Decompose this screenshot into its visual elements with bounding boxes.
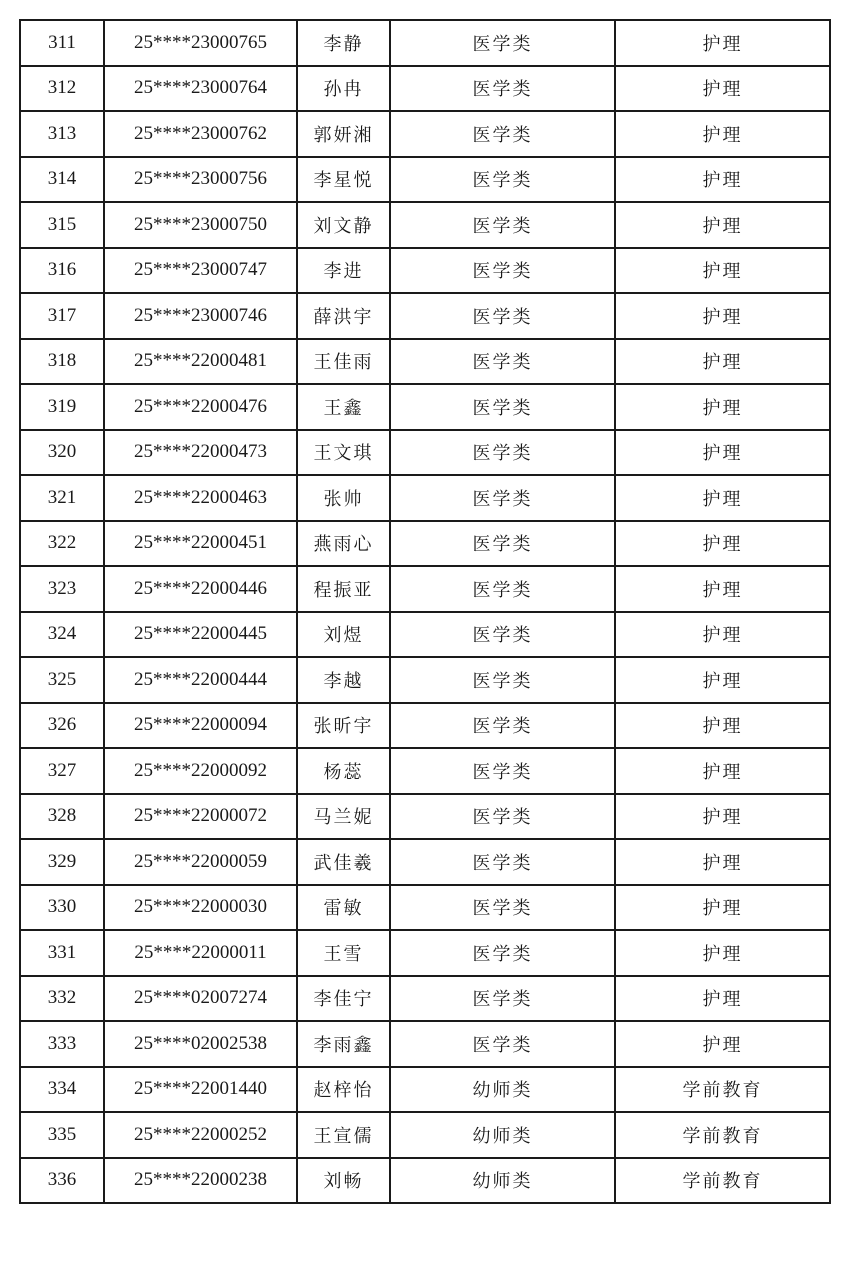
row-number-cell: 327 (20, 748, 104, 794)
exam-id-cell: 25****22000473 (104, 430, 297, 476)
row-number-cell: 325 (20, 657, 104, 703)
major-cell: 护理 (615, 293, 830, 339)
major-cell: 护理 (615, 248, 830, 294)
table-row (20, 248, 830, 294)
category-cell: 医学类 (390, 1021, 615, 1067)
student-name-cell: 程振亚 (297, 566, 390, 612)
row-number-cell: 333 (20, 1021, 104, 1067)
major-cell: 学前教育 (615, 1112, 830, 1158)
category-cell: 医学类 (390, 748, 615, 794)
major-cell: 护理 (615, 66, 830, 112)
student-name-cell: 赵梓怡 (297, 1067, 390, 1113)
category-cell: 医学类 (390, 521, 615, 567)
category-cell: 医学类 (390, 885, 615, 931)
exam-id-cell: 25****23000765 (104, 20, 297, 66)
student-name-cell: 王鑫 (297, 384, 390, 430)
exam-id-cell: 25****22000463 (104, 475, 297, 521)
row-number-cell: 334 (20, 1067, 104, 1113)
student-name-cell: 杨蕊 (297, 748, 390, 794)
table-row (20, 1158, 830, 1204)
exam-id-cell: 25****22000451 (104, 521, 297, 567)
table-row (20, 293, 830, 339)
major-cell: 学前教育 (615, 1158, 830, 1204)
major-cell: 护理 (615, 794, 830, 840)
student-name-cell: 薛洪宇 (297, 293, 390, 339)
major-cell: 护理 (615, 976, 830, 1022)
major-cell: 护理 (615, 566, 830, 612)
student-name-cell: 李星悦 (297, 157, 390, 203)
exam-id-cell: 25****22000476 (104, 384, 297, 430)
category-cell: 医学类 (390, 930, 615, 976)
student-name-cell: 李进 (297, 248, 390, 294)
major-cell: 护理 (615, 1021, 830, 1067)
row-number-cell: 314 (20, 157, 104, 203)
category-cell: 医学类 (390, 612, 615, 658)
exam-id-cell: 25****22000072 (104, 794, 297, 840)
table-row (20, 930, 830, 976)
category-cell: 医学类 (390, 157, 615, 203)
table-row (20, 703, 830, 749)
row-number-cell: 324 (20, 612, 104, 658)
major-cell: 护理 (615, 20, 830, 66)
student-name-cell: 李越 (297, 657, 390, 703)
student-name-cell: 雷敏 (297, 885, 390, 931)
exam-id-cell: 25****22000446 (104, 566, 297, 612)
exam-id-cell: 25****02007274 (104, 976, 297, 1022)
student-name-cell: 李静 (297, 20, 390, 66)
major-cell: 护理 (615, 885, 830, 931)
table-row (20, 794, 830, 840)
exam-id-cell: 25****22000481 (104, 339, 297, 385)
category-cell: 医学类 (390, 703, 615, 749)
table-row (20, 202, 830, 248)
major-cell: 护理 (615, 339, 830, 385)
exam-id-cell: 25****22000252 (104, 1112, 297, 1158)
major-cell: 护理 (615, 430, 830, 476)
admission-list-table-wrapper (19, 19, 829, 1204)
table-row (20, 111, 830, 157)
student-name-cell: 王雪 (297, 930, 390, 976)
table-row (20, 430, 830, 476)
exam-id-cell: 25****22000444 (104, 657, 297, 703)
major-cell: 学前教育 (615, 1067, 830, 1113)
row-number-cell: 326 (20, 703, 104, 749)
category-cell: 医学类 (390, 566, 615, 612)
exam-id-cell: 25****23000762 (104, 111, 297, 157)
table-row (20, 885, 830, 931)
student-name-cell: 王文琪 (297, 430, 390, 476)
student-name-cell: 武佳羲 (297, 839, 390, 885)
category-cell: 医学类 (390, 202, 615, 248)
row-number-cell: 312 (20, 66, 104, 112)
exam-id-cell: 25****22000059 (104, 839, 297, 885)
exam-id-cell: 25****23000756 (104, 157, 297, 203)
category-cell: 幼师类 (390, 1067, 615, 1113)
student-name-cell: 刘畅 (297, 1158, 390, 1204)
row-number-cell: 320 (20, 430, 104, 476)
row-number-cell: 332 (20, 976, 104, 1022)
category-cell: 医学类 (390, 66, 615, 112)
student-name-cell: 李佳宁 (297, 976, 390, 1022)
student-name-cell: 刘煜 (297, 612, 390, 658)
row-number-cell: 322 (20, 521, 104, 567)
major-cell: 护理 (615, 612, 830, 658)
row-number-cell: 330 (20, 885, 104, 931)
major-cell: 护理 (615, 111, 830, 157)
category-cell: 幼师类 (390, 1112, 615, 1158)
row-number-cell: 317 (20, 293, 104, 339)
student-name-cell: 李雨鑫 (297, 1021, 390, 1067)
table-row (20, 657, 830, 703)
major-cell: 护理 (615, 657, 830, 703)
table-row (20, 839, 830, 885)
row-number-cell: 336 (20, 1158, 104, 1204)
category-cell: 医学类 (390, 339, 615, 385)
category-cell: 医学类 (390, 248, 615, 294)
exam-id-cell: 25****23000746 (104, 293, 297, 339)
student-name-cell: 燕雨心 (297, 521, 390, 567)
category-cell: 医学类 (390, 20, 615, 66)
row-number-cell: 319 (20, 384, 104, 430)
category-cell: 医学类 (390, 384, 615, 430)
exam-id-cell: 25****22000238 (104, 1158, 297, 1204)
row-number-cell: 329 (20, 839, 104, 885)
table-body (20, 20, 830, 1203)
exam-id-cell: 25****22000445 (104, 612, 297, 658)
student-name-cell: 郭妍湘 (297, 111, 390, 157)
student-name-cell: 张帅 (297, 475, 390, 521)
exam-id-cell: 25****23000747 (104, 248, 297, 294)
student-name-cell: 王佳雨 (297, 339, 390, 385)
major-cell: 护理 (615, 475, 830, 521)
table-row (20, 339, 830, 385)
major-cell: 护理 (615, 703, 830, 749)
table-row (20, 384, 830, 430)
category-cell: 医学类 (390, 111, 615, 157)
row-number-cell: 311 (20, 20, 104, 66)
exam-id-cell: 25****22000092 (104, 748, 297, 794)
table-row (20, 157, 830, 203)
row-number-cell: 313 (20, 111, 104, 157)
category-cell: 医学类 (390, 976, 615, 1022)
table-row (20, 1067, 830, 1113)
category-cell: 医学类 (390, 293, 615, 339)
major-cell: 护理 (615, 521, 830, 567)
major-cell: 护理 (615, 748, 830, 794)
category-cell: 幼师类 (390, 1158, 615, 1204)
major-cell: 护理 (615, 157, 830, 203)
major-cell: 护理 (615, 202, 830, 248)
exam-id-cell: 25****23000764 (104, 66, 297, 112)
row-number-cell: 323 (20, 566, 104, 612)
table-row (20, 521, 830, 567)
student-name-cell: 孙冉 (297, 66, 390, 112)
row-number-cell: 318 (20, 339, 104, 385)
row-number-cell: 331 (20, 930, 104, 976)
exam-id-cell: 25****02002538 (104, 1021, 297, 1067)
table-row (20, 612, 830, 658)
table-row (20, 1112, 830, 1158)
category-cell: 医学类 (390, 657, 615, 703)
student-name-cell: 张昕宇 (297, 703, 390, 749)
admission-list-table (19, 19, 831, 1204)
student-name-cell: 刘文静 (297, 202, 390, 248)
table-row (20, 976, 830, 1022)
category-cell: 医学类 (390, 794, 615, 840)
table-row (20, 66, 830, 112)
category-cell: 医学类 (390, 430, 615, 476)
table-row (20, 1021, 830, 1067)
major-cell: 护理 (615, 839, 830, 885)
student-name-cell: 马兰妮 (297, 794, 390, 840)
major-cell: 护理 (615, 384, 830, 430)
table-row (20, 475, 830, 521)
table-row (20, 748, 830, 794)
exam-id-cell: 25****23000750 (104, 202, 297, 248)
row-number-cell: 328 (20, 794, 104, 840)
exam-id-cell: 25****22000011 (104, 930, 297, 976)
category-cell: 医学类 (390, 839, 615, 885)
major-cell: 护理 (615, 930, 830, 976)
row-number-cell: 315 (20, 202, 104, 248)
table-row (20, 566, 830, 612)
row-number-cell: 335 (20, 1112, 104, 1158)
student-name-cell: 王宣儒 (297, 1112, 390, 1158)
row-number-cell: 321 (20, 475, 104, 521)
exam-id-cell: 25****22000094 (104, 703, 297, 749)
exam-id-cell: 25****22001440 (104, 1067, 297, 1113)
category-cell: 医学类 (390, 475, 615, 521)
row-number-cell: 316 (20, 248, 104, 294)
exam-id-cell: 25****22000030 (104, 885, 297, 931)
table-row (20, 20, 830, 66)
